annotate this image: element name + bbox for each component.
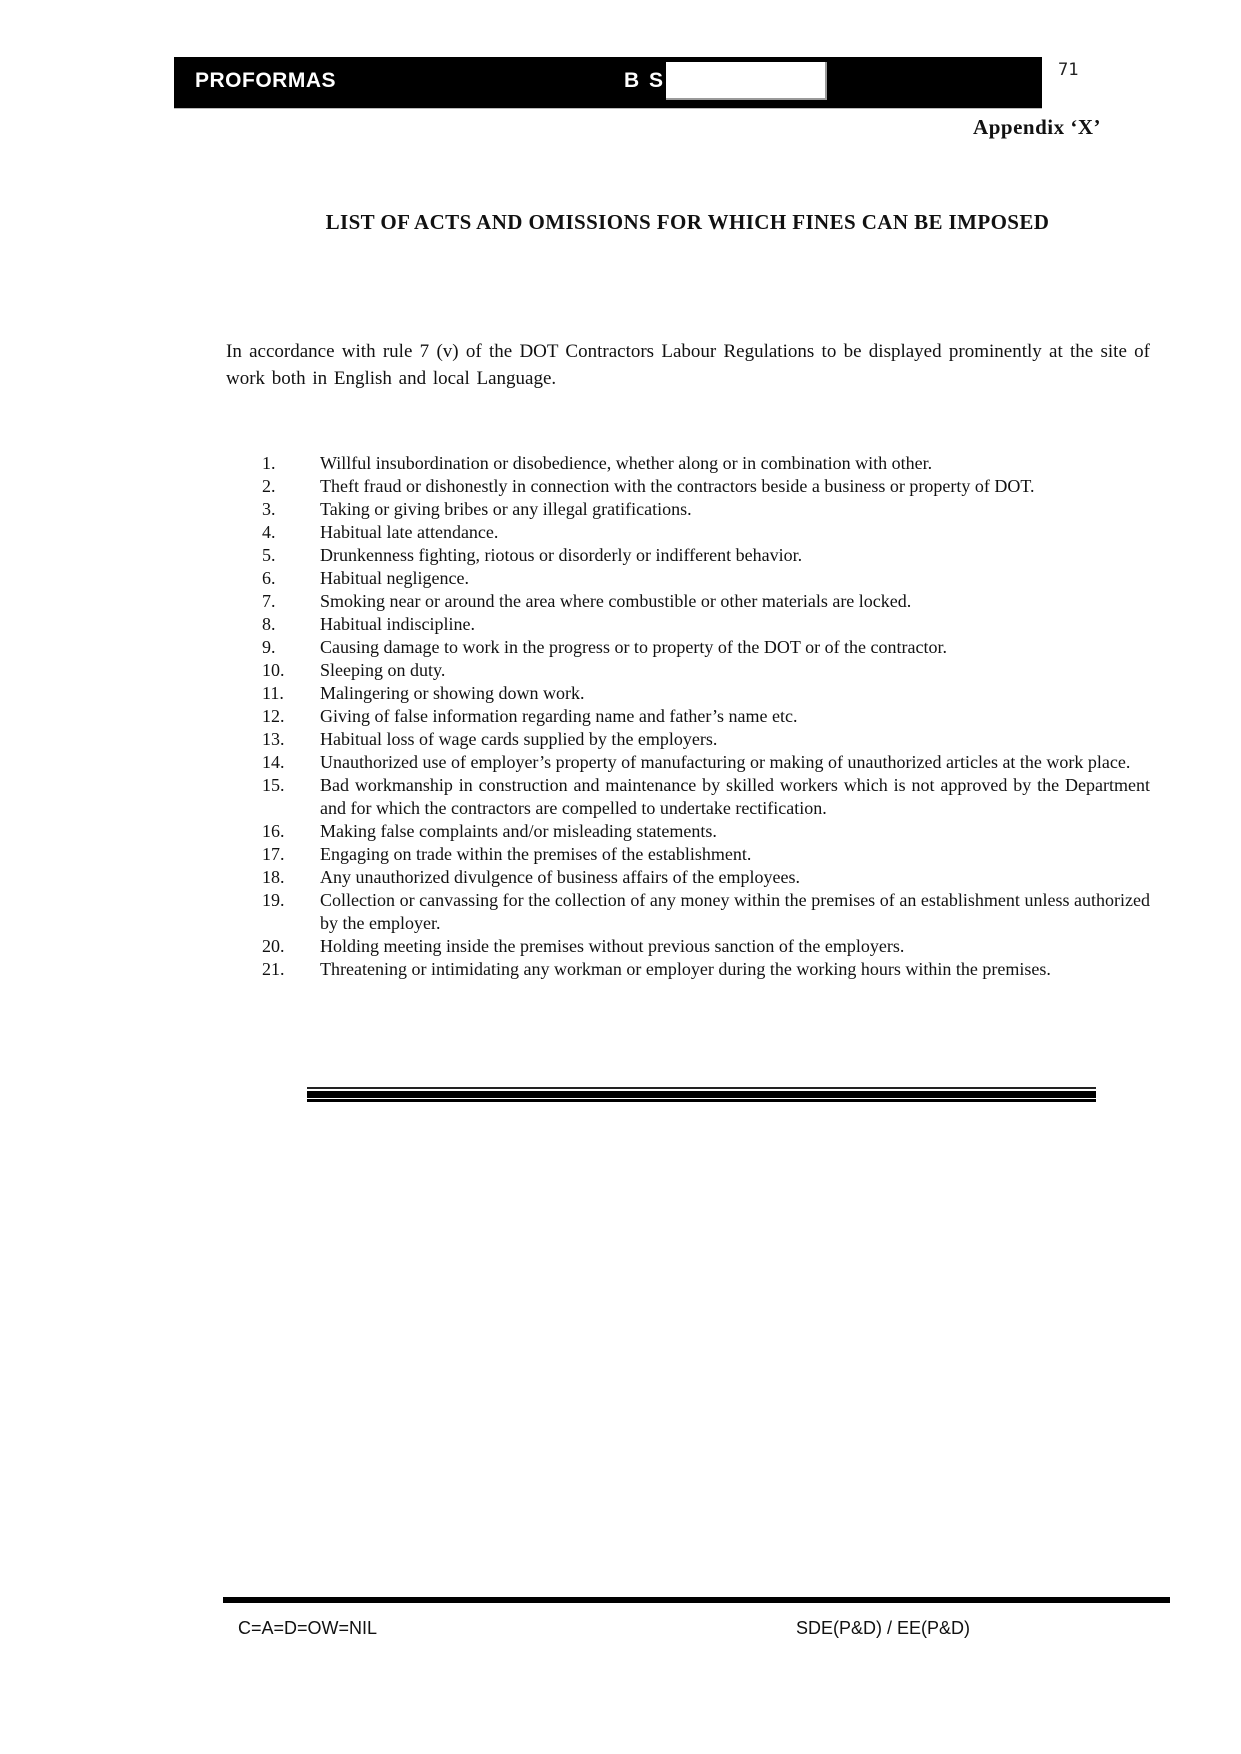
list-item [262,866,1150,889]
item-text: Causing damage to work in the progress or to property of the DOT or of the contractor. [320,637,948,657]
rule-thin-top [307,1087,1096,1089]
rule-thin-bottom [307,1099,1096,1102]
item-text: Bad workmanship in construction and maintenance by skilled workers which is not approved by the Department and for which the contractors are compelled to undertake rectification. [320,775,1150,818]
item-text: Engaging on trade within the premises of the establishment. [320,844,752,864]
fines-list [262,452,1150,981]
item-number: 14. [262,752,285,772]
list-item [262,590,1150,613]
item-number: 12. [262,706,285,726]
document-title: LIST OF ACTS AND OMISSIONS FOR WHICH FINES CAN BE IMPOSED [325,210,1050,234]
item-text: Habitual negligence. [320,568,469,588]
item-text: Threatening or intimidating any workman or employer during the working hours within the premises. [320,959,1051,979]
footer-left-label: C=A=D=OW=NIL [238,1618,378,1638]
item-text: Drunkenness fighting, riotous or disorderly or indifferent behavior. [320,545,803,565]
item-number: 20. [262,936,285,956]
list-item [262,751,1150,774]
footer-rule [223,1597,1170,1603]
list-item [262,728,1150,751]
item-text: Taking or giving bribes or any illegal gratifications. [320,499,692,519]
list-item [262,935,1150,958]
item-text: Habitual late attendance. [320,522,499,542]
header-bar [174,57,1042,108]
item-text: Smoking near or around the area where combustible or other materials are locked. [320,591,912,611]
item-number: 8. [262,614,276,634]
header-bs-label: B S [624,69,666,92]
list-item [262,475,1150,498]
item-number: 1. [262,453,276,473]
list-item [262,705,1150,728]
redaction-box [666,62,827,100]
item-number: 16. [262,821,285,841]
appendix-label: Appendix ‘X’ [973,115,1101,139]
list-item [262,843,1150,866]
list-item [262,613,1150,636]
item-number: 5. [262,545,276,565]
list-item [262,544,1150,567]
rule-thick-middle [307,1091,1096,1098]
item-text: Collection or canvassing for the collection of any money within the premises of an establishment unless authorized by the employer. [320,890,1150,933]
item-number: 18. [262,867,285,887]
item-number: 19. [262,890,285,910]
list-item [262,452,1150,475]
item-text: Any unauthorized divulgence of business affairs of the employees. [320,867,801,887]
item-number: 21. [262,959,285,979]
list-item [262,498,1150,521]
page-number: 71 [1058,60,1079,80]
header-left-label: PROFORMAS [195,69,336,92]
list-item [262,958,1150,981]
item-number: 3. [262,499,276,519]
intro-paragraph: In accordance with rule 7 (v) of the DOT Contractors Labour Regulations to be displayed prominently at the site of work both in English and local Language. [226,341,1150,389]
list-item [262,659,1150,682]
list-item [262,889,1150,935]
item-number: 9. [262,637,276,657]
section-end-rule [307,1087,1096,1102]
item-number: 17. [262,844,285,864]
list-item [262,636,1150,659]
item-text: Sleeping on duty. [320,660,446,680]
item-number: 2. [262,476,276,496]
item-text: Holding meeting inside the premises without previous sanction of the employers. [320,936,905,956]
item-number: 6. [262,568,276,588]
list-item [262,774,1150,820]
list-item [262,567,1150,590]
item-text: Making false complaints and/or misleading statements. [320,821,717,841]
item-text: Habitual loss of wage cards supplied by the employers. [320,729,718,749]
item-number: 10. [262,660,285,680]
item-number: 7. [262,591,276,611]
item-text: Unauthorized use of employer’s property of manufacturing or making of unauthorized articles at the work place. [320,752,1131,772]
list-item [262,682,1150,705]
item-text: Habitual indiscipline. [320,614,475,634]
item-text: Giving of false information regarding name and father’s name etc. [320,706,798,726]
list-item [262,820,1150,843]
item-number: 11. [262,683,284,703]
item-number: 13. [262,729,285,749]
item-number: 15. [262,775,285,795]
item-text: Malingering or showing down work. [320,683,585,703]
item-text: Theft fraud or dishonestly in connection with the contractors beside a business or property of DOT. [320,476,1035,496]
list-item [262,521,1150,544]
item-text: Willful insubordination or disobedience, whether along or in combination with other. [320,453,933,473]
footer-right-label: SDE(P&D) / EE(P&D) [796,1618,971,1638]
item-number: 4. [262,522,276,542]
